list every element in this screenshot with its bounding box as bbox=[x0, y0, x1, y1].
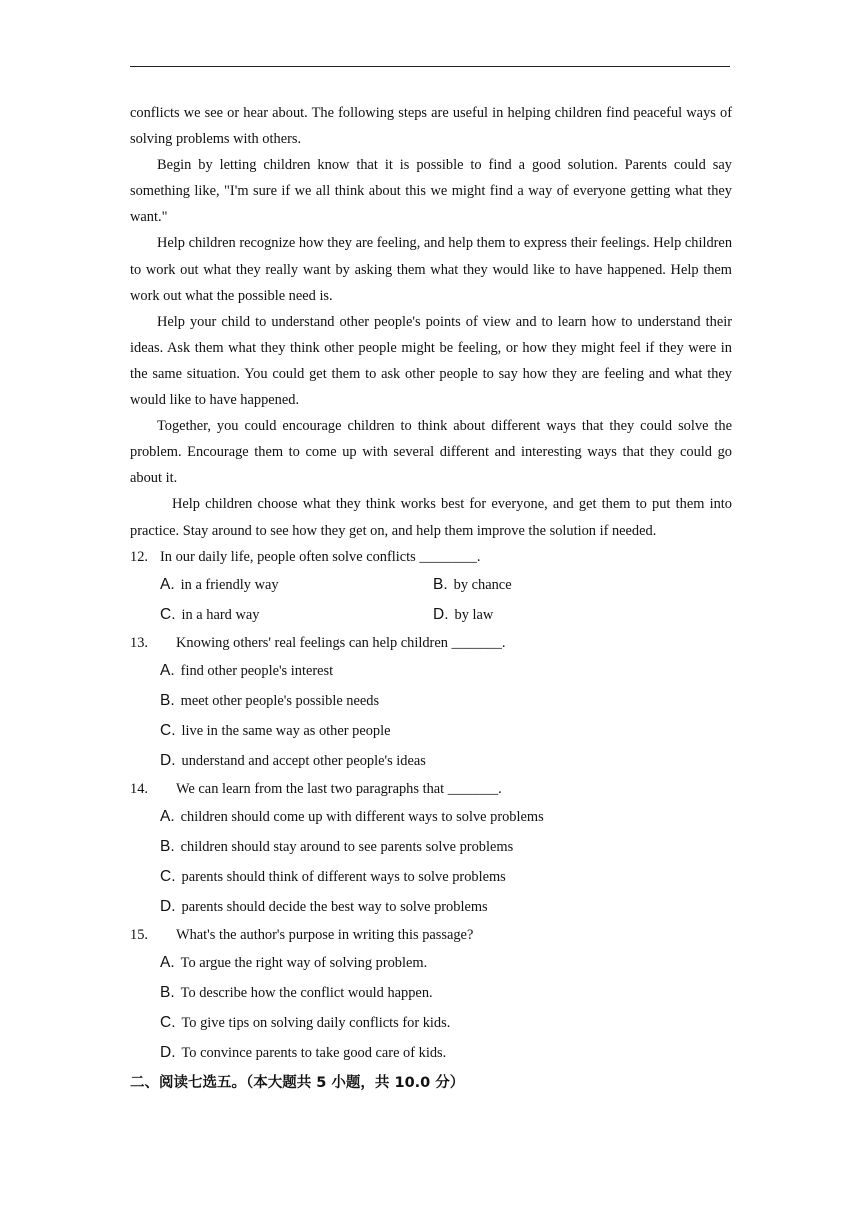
passage-paragraph: Begin by letting children know that it is possible to find a good solution. Parents could say something like, "I'm sure if we all think about this we might find a way of everyone getting what they want." bbox=[130, 157, 732, 226]
option-row bbox=[160, 892, 732, 922]
question-stem bbox=[130, 922, 732, 948]
option-text: To convince parents to take good care of kids. bbox=[181, 1044, 447, 1061]
answer-option[interactable] bbox=[433, 606, 706, 624]
option-letter: C. bbox=[160, 721, 176, 739]
option-row bbox=[160, 716, 732, 746]
answer-option[interactable] bbox=[160, 898, 488, 916]
passage-paragraph: Together, you could encourage children to think about different ways that they could solve the problem. Encourage them to come up with several different and interesting ways that they could go about it. bbox=[130, 418, 732, 487]
option-text: children should come up with different ways to solve problems bbox=[180, 808, 544, 825]
option-text: by law bbox=[454, 606, 494, 623]
answer-option[interactable] bbox=[433, 576, 706, 594]
question-14 bbox=[130, 776, 732, 922]
question-text: We can learn from the last two paragraphs that _______. bbox=[176, 780, 502, 797]
question-text: What's the author's purpose in writing this passage? bbox=[176, 926, 474, 943]
option-text: meet other people's possible needs bbox=[180, 692, 380, 709]
document-body bbox=[130, 100, 732, 1096]
passage-paragraph: Help children recognize how they are feeling, and help them to express their feelings. Help children to work out what they really want by asking them what they would like to have happened. Help them work out what the possible need is. bbox=[130, 235, 733, 304]
option-row bbox=[160, 978, 732, 1008]
question-number: 15. bbox=[130, 926, 148, 943]
option-row bbox=[160, 802, 732, 832]
question-text: Knowing others' real feelings can help children _______. bbox=[176, 634, 506, 651]
option-letter: A. bbox=[160, 575, 175, 593]
section-heading: 二、阅读七选五。（本大题共 5 小题，共 10.0 分） bbox=[130, 1074, 465, 1091]
option-text: in a hard way bbox=[181, 606, 260, 623]
option-text: parents should think of different ways to solve problems bbox=[181, 868, 506, 885]
header-rule bbox=[130, 66, 730, 67]
option-letter: A. bbox=[160, 953, 175, 971]
answer-option[interactable] bbox=[160, 576, 433, 594]
option-row bbox=[160, 1038, 732, 1068]
answer-option[interactable] bbox=[160, 838, 513, 856]
option-letter: D. bbox=[160, 1043, 176, 1061]
passage-paragraph: Help your child to understand other people's points of view and to learn how to understand their ideas. Ask them what they think other people might be feeling, or how they might feel if they were in the same situation. You could get them to ask other people to say how they are feeling and what they would like to have happened. bbox=[130, 313, 732, 409]
option-row bbox=[160, 832, 732, 862]
option-letter: C. bbox=[160, 867, 176, 885]
option-text: To argue the right way of solving problem. bbox=[180, 954, 428, 971]
option-text: parents should decide the best way to solve problems bbox=[181, 898, 488, 915]
option-text: children should stay around to see parents solve problems bbox=[180, 838, 514, 855]
answer-option[interactable] bbox=[160, 1014, 450, 1032]
option-list bbox=[130, 656, 732, 776]
option-text: by chance bbox=[453, 576, 512, 593]
option-text: To describe how the conflict would happen. bbox=[180, 984, 433, 1001]
question-13 bbox=[130, 630, 732, 776]
option-list bbox=[130, 570, 732, 630]
option-row bbox=[160, 948, 732, 978]
answer-option[interactable] bbox=[160, 954, 427, 972]
option-letter: D. bbox=[160, 897, 176, 915]
option-letter: D. bbox=[433, 605, 449, 623]
option-row bbox=[160, 1008, 732, 1038]
option-row bbox=[160, 686, 732, 716]
option-letter: B. bbox=[160, 691, 175, 709]
question-stem bbox=[130, 630, 732, 656]
option-text: find other people's interest bbox=[180, 662, 334, 679]
question-12 bbox=[130, 544, 732, 630]
question-text: In our daily life, people often solve conflicts ________. bbox=[160, 548, 481, 565]
option-row bbox=[160, 600, 732, 630]
reading-passage bbox=[130, 100, 732, 544]
option-letter: B. bbox=[160, 983, 175, 1001]
passage-paragraph: Help children choose what they think works best for everyone, and get them to put them into practice. Stay around to see how they get on, and help them improve the solution if needed. bbox=[130, 496, 732, 539]
question-stem bbox=[130, 776, 732, 802]
option-row bbox=[160, 746, 732, 776]
option-row bbox=[160, 862, 732, 892]
option-letter: B. bbox=[433, 575, 448, 593]
answer-option[interactable] bbox=[160, 606, 433, 624]
answer-option[interactable] bbox=[160, 662, 333, 680]
option-letter: A. bbox=[160, 807, 175, 825]
passage-paragraph: conflicts we see or hear about. The following steps are useful in helping children find peaceful ways of solving problems with others. bbox=[130, 105, 732, 148]
answer-option[interactable] bbox=[160, 868, 506, 886]
question-stem bbox=[130, 544, 732, 570]
answer-option[interactable] bbox=[160, 984, 433, 1002]
question-list bbox=[130, 544, 732, 1068]
answer-option[interactable] bbox=[160, 722, 391, 740]
option-row bbox=[160, 656, 732, 686]
answer-option[interactable] bbox=[160, 752, 426, 770]
option-letter: C. bbox=[160, 605, 176, 623]
question-15 bbox=[130, 922, 732, 1068]
option-letter: C. bbox=[160, 1013, 176, 1031]
answer-option[interactable] bbox=[160, 692, 379, 710]
option-list bbox=[130, 802, 732, 922]
answer-option[interactable] bbox=[160, 808, 544, 826]
option-text: understand and accept other people's ideas bbox=[181, 752, 426, 769]
option-letter: B. bbox=[160, 837, 175, 855]
option-row bbox=[160, 570, 732, 600]
question-number: 13. bbox=[130, 634, 148, 651]
option-text: live in the same way as other people bbox=[181, 722, 391, 739]
answer-option[interactable] bbox=[160, 1044, 446, 1062]
question-number: 14. bbox=[130, 780, 148, 797]
option-text: in a friendly way bbox=[180, 576, 279, 593]
option-list bbox=[130, 948, 732, 1068]
option-letter: D. bbox=[160, 751, 176, 769]
option-letter: A. bbox=[160, 661, 175, 679]
question-number: 12. bbox=[130, 548, 148, 565]
option-text: To give tips on solving daily conflicts for kids. bbox=[181, 1014, 451, 1031]
